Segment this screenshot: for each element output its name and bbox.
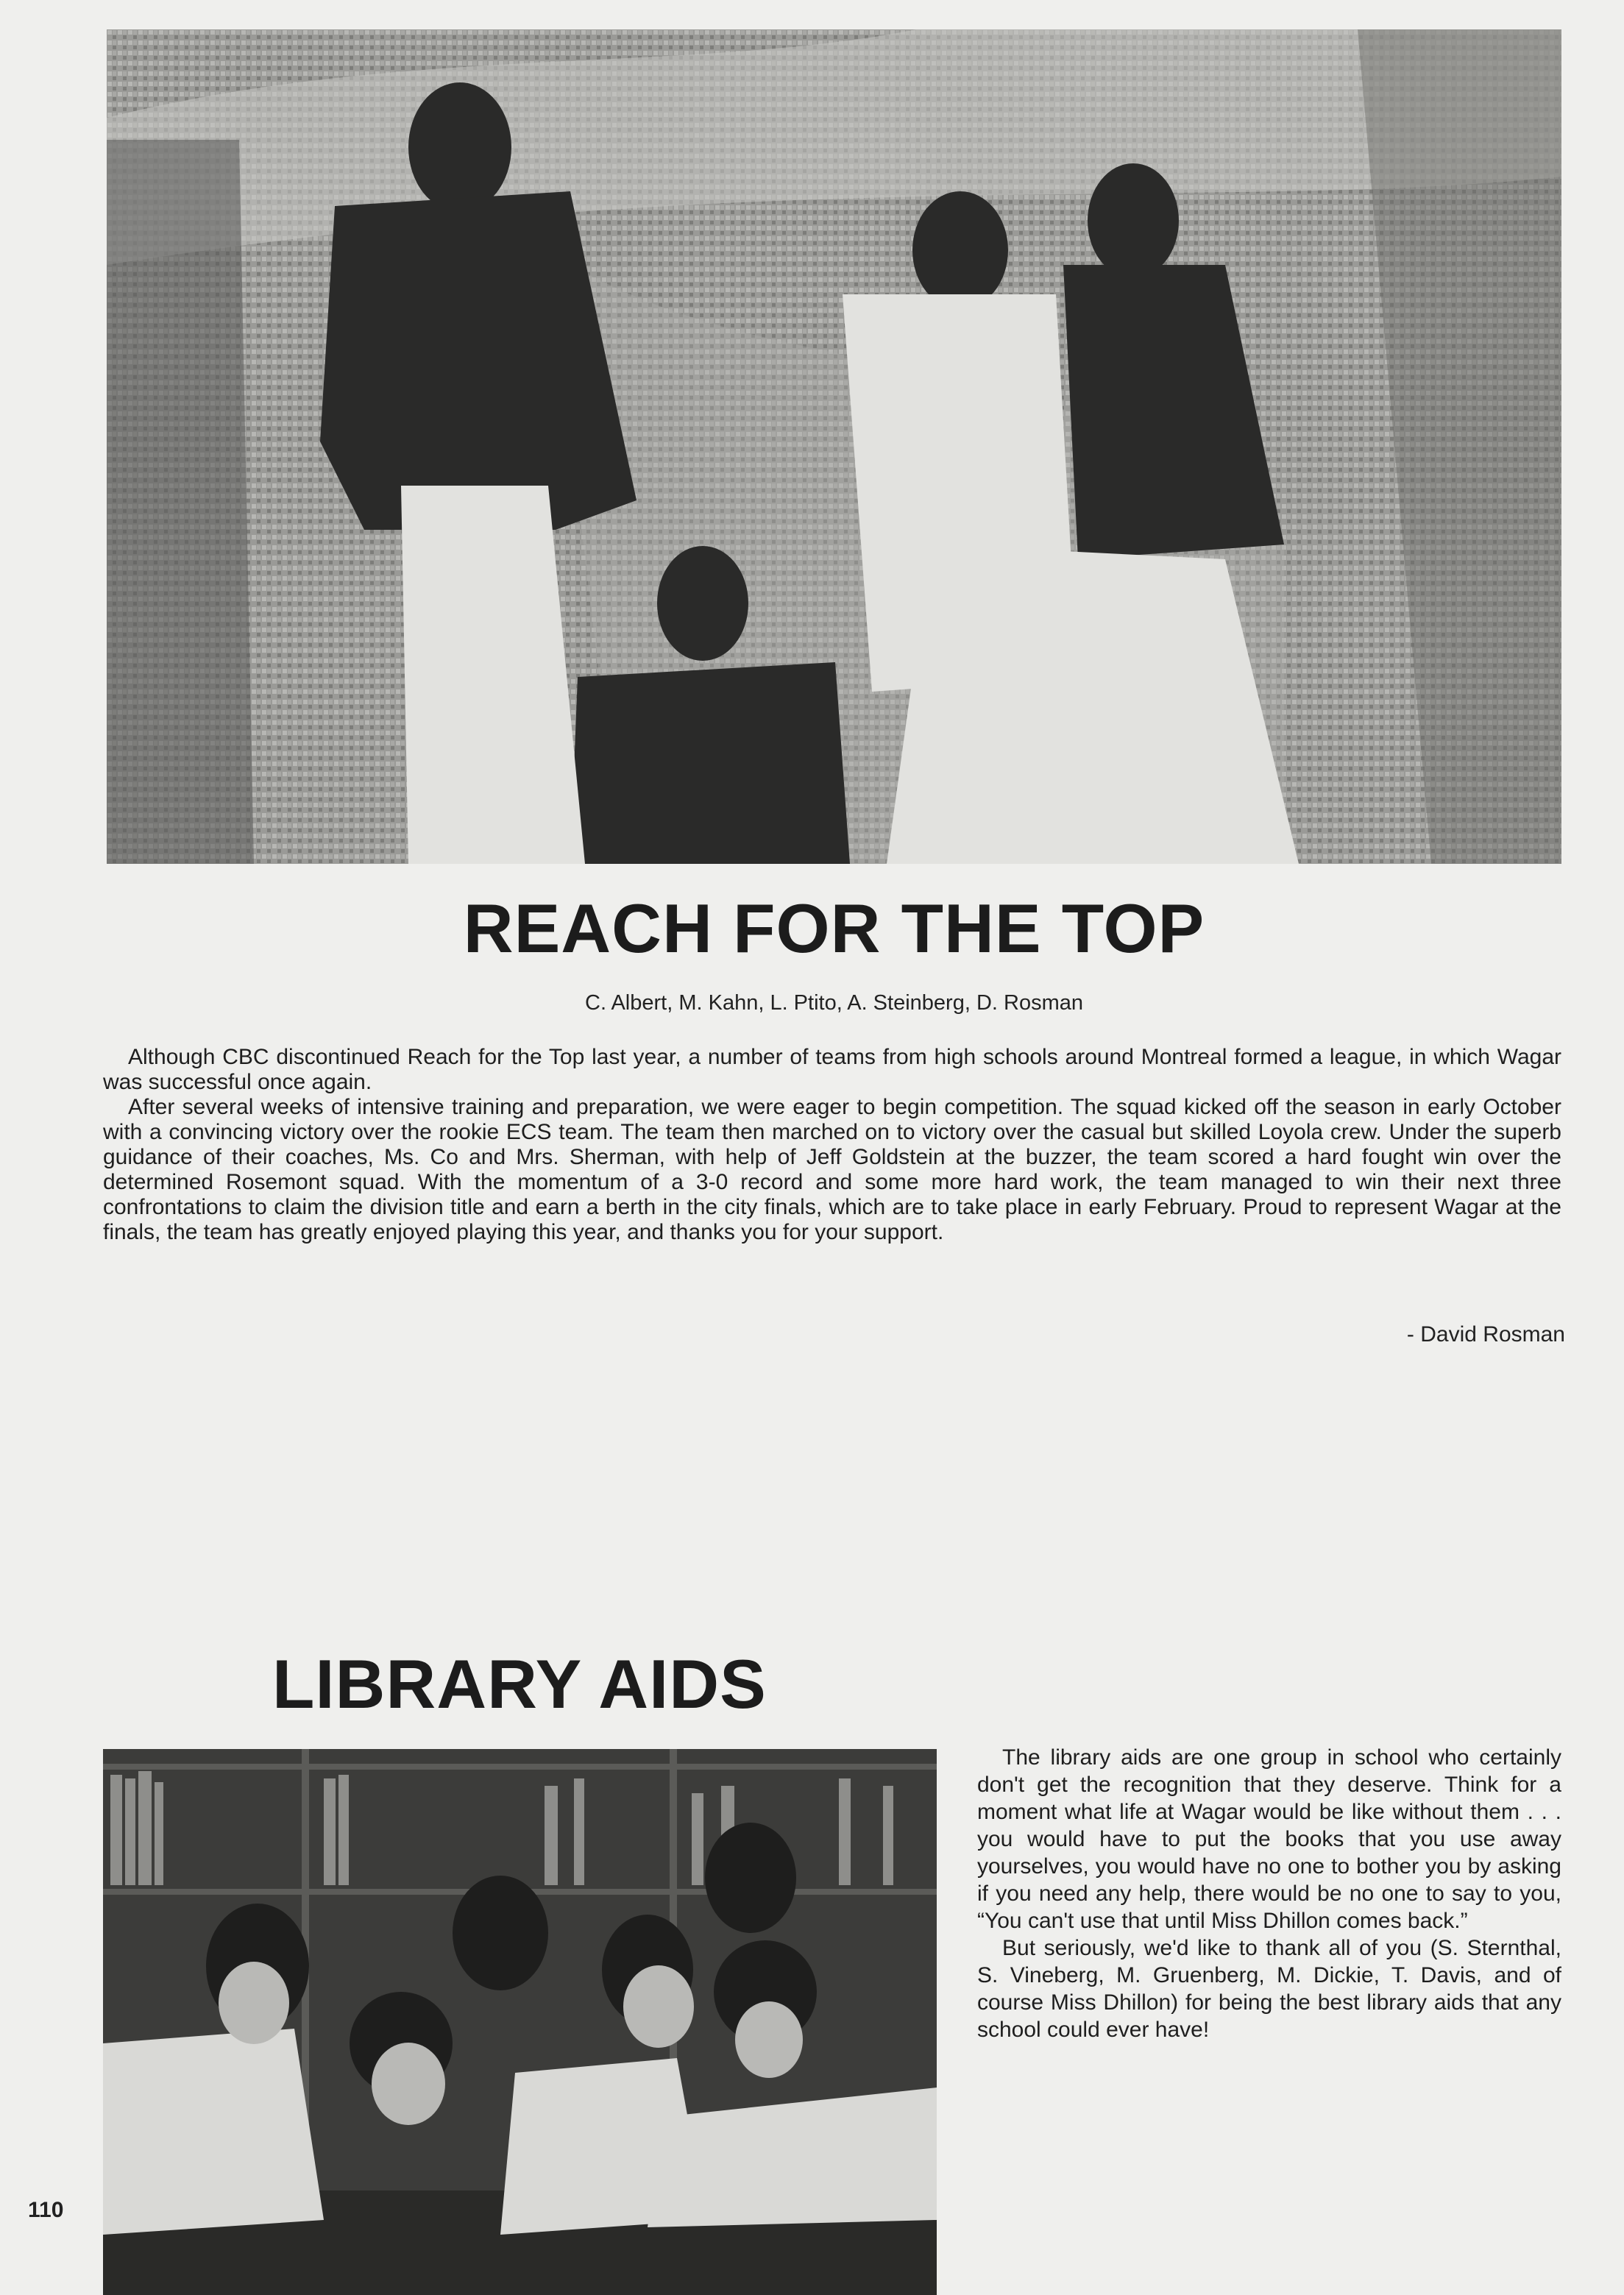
reach-title: REACH FOR THE TOP	[463, 890, 1205, 967]
library-article	[977, 1744, 1561, 2043]
library-paragraph: The library aids are one group in school who certainly don't get the recognition that they deserve. Think for a moment what life at Wagar would be like without them . . . you would have to put the books that you use away yourselves, you would have no one to bother you by asking if you need any help, there would be no one to say to you, “You can't use that until Miss Dhillon comes back.”	[977, 1745, 1561, 1933]
page-number: 110	[28, 2198, 64, 2222]
reach-team-photo	[107, 29, 1561, 864]
reach-paragraph: After several weeks of intensive training and preparation, we were eager to begin competition. The squad kicked off the season in early October with a convincing victory over the rookie ECS team. The team then marched on to victory over the casual but skilled Loyola crew. Under the superb guidance of their coaches, Ms. Co and Mrs. Sherman, with help of Jeff Goldstein at the buzzer, the team scored a hard fought win over the determined Rosemont squad. With the momentum of a 3-0 record and some more hard work, the team managed to win their next three confrontations to claim the division title and earn a berth in the city finals, which are to take place in early February. Proud to represent Wagar at the finals, the team has greatly enjoyed playing this year, and thanks you for your support.	[103, 1095, 1561, 1244]
library-paragraph: But seriously, we'd like to thank all of you (S. Sternthal, S. Vineberg, M. Gruenberg, M. Dickie, T. Davis, and of course Miss Dhillon) for being the best library aids that any school could ever have!	[977, 1936, 1561, 2042]
reach-article	[103, 1045, 1561, 1245]
reach-paragraph: Although CBC discontinued Reach for the Top last year, a number of teams from high schools around Montreal formed a league, in which Wagar was successful once again.	[103, 1045, 1561, 1094]
library-aids-photo	[103, 1749, 937, 2295]
library-title: LIBRARY AIDS	[272, 1645, 767, 1723]
team-names-caption: C. Albert, M. Kahn, L. Ptito, A. Steinberg, D. Rosman	[585, 991, 1083, 1015]
author-signature: - David Rosman	[1406, 1322, 1565, 1347]
